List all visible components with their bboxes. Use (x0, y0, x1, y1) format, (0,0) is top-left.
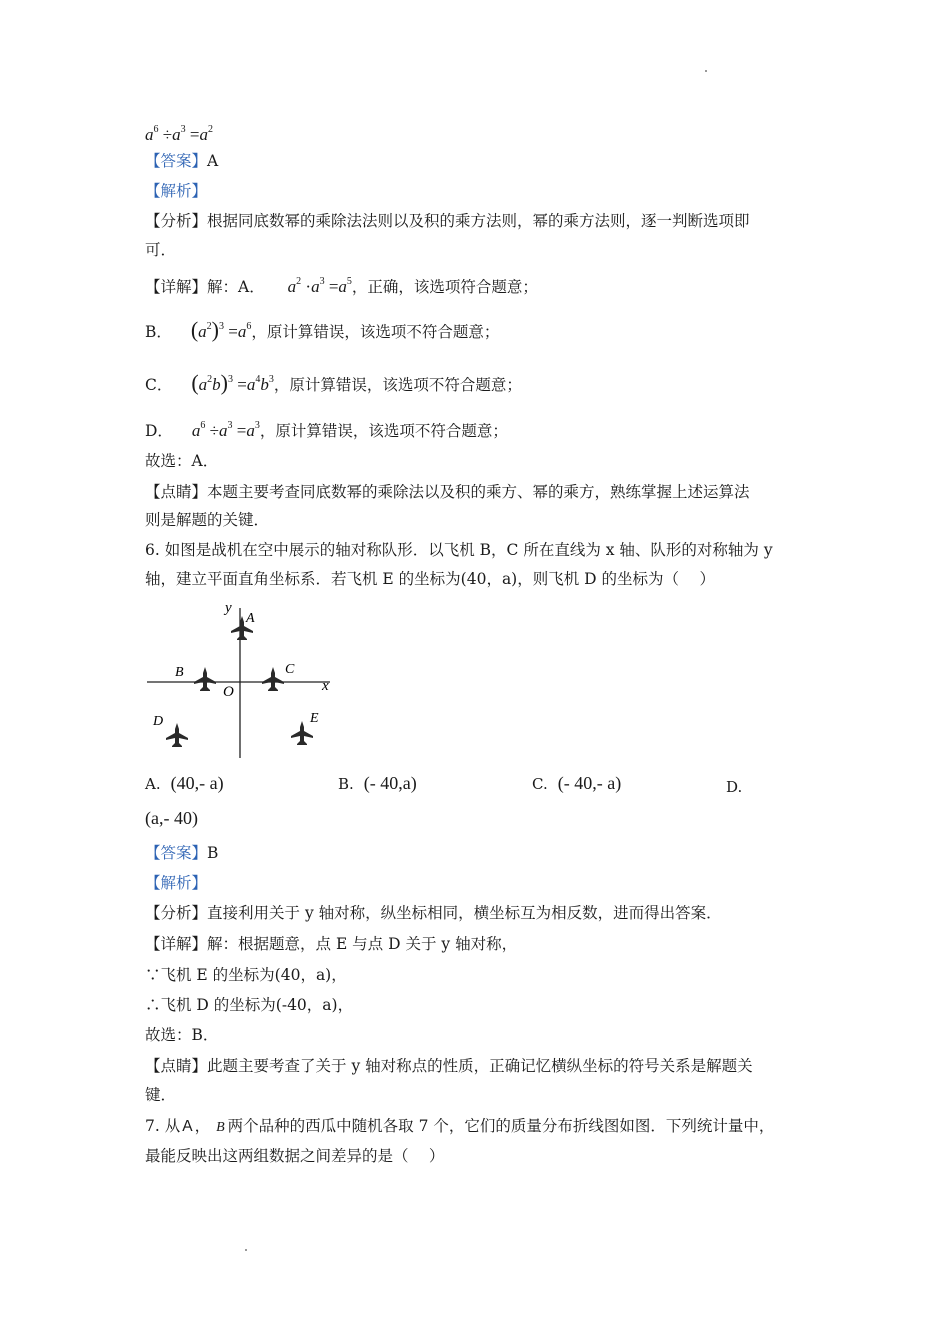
q5-fenxi-line1: 【分析】根据同底数幂的乘除法法则以及积的乘方法则，幂的乘方法则，逐一判断选项即 (145, 212, 750, 230)
q5-fenxi-line2: 可． (145, 241, 177, 259)
plane-C-label: C (285, 662, 295, 677)
q6-answer (145, 843, 218, 863)
plane-A-label: A (246, 611, 255, 626)
q5-detail-B: B． $(a^2)^3 =a^6$，原计算错误，该选项不符合题意； (145, 317, 500, 342)
scan-speck (245, 1249, 247, 1251)
q7-stem-line1: 7. 从 A ， B 两个品种的西瓜中随机各取 7 个，它们的质量分布折线图如图．下列统计量中， (145, 1117, 775, 1135)
q6-option-D-label: D. (726, 778, 743, 796)
plane-C-icon (262, 667, 284, 691)
q5-analysis-tag: 【解析】 (145, 182, 208, 200)
scan-speck (705, 70, 707, 72)
q5-choice: 故选：A． (145, 452, 219, 470)
q6-since: ∵飞机 E 的坐标为(40，a)， (145, 966, 347, 984)
plane-B-label: B (175, 665, 184, 680)
q5-dianjing-line1: 【点睛】本题主要考查同底数幂的乘除法以及积的乘方、幂的乘方，熟练掌握上述运算法 (145, 483, 750, 501)
q5-detail-C: C． $(a^2b)^3 =a^4b^3$，原计算错误，该选项不符合题意； (145, 370, 522, 395)
q6-hence: ∴飞机 D 的坐标为(-40，a)， (145, 996, 354, 1014)
plane-E-label: E (310, 711, 319, 726)
q7-stem-line2: 最能反映出这两组数据之间差异的是（ ） (145, 1147, 445, 1165)
q6-option-C: C. (- 40,- a) (532, 773, 622, 793)
y-axis-label: y (225, 600, 232, 616)
q5-detail-A: 【详解】解：A． $a^2 \cdot a^3 =a^5$，正确，该选项符合题意； (145, 276, 538, 296)
answer-value: B (207, 844, 219, 862)
top-expression: $a^6 \div a^3 =a^2$ (145, 124, 213, 144)
q6-analysis-tag: 【解析】 (145, 874, 208, 892)
q6-choice: 故选：B． (145, 1026, 219, 1044)
formation-figure (145, 598, 340, 763)
q6-fenxi: 【分析】直接利用关于 y 轴对称，纵坐标相同，横坐标互为相反数，进而得出答案． (145, 904, 722, 922)
q6-stem-line2: 轴，建立平面直角坐标系．若飞机 E 的坐标为(40，a)，则飞机 D 的坐标为（ ） (145, 570, 715, 588)
q6-detail: 【详解】解：根据题意，点 E 与点 D 关于 y 轴对称， (145, 935, 518, 953)
origin-label: O (223, 684, 234, 700)
q6-dianjing-line2: 键． (145, 1086, 177, 1104)
answer-tag: 【答案】 (145, 844, 208, 862)
answer-value: A (207, 152, 219, 170)
q5-answer (145, 151, 218, 171)
q6-dianjing-line1: 【点睛】此题主要考查了关于 y 轴对称点的性质，正确记忆横纵坐标的符号关系是解题关 (145, 1057, 753, 1075)
plane-B-icon (194, 667, 216, 691)
x-axis-label: x (322, 678, 329, 694)
answer-tag: 【答案】 (145, 152, 208, 170)
q6-stem-line1: 6. 如图是战机在空中展示的轴对称队形．以飞机 B，C 所在直线为 x 轴、队形的对称轴为 y (145, 541, 773, 559)
plane-D-label: D (153, 714, 164, 729)
q6-option-D-value: (a,- 40) (145, 808, 198, 828)
plane-D-icon (166, 723, 188, 747)
q6-option-B: B. (- 40,a) (338, 773, 417, 793)
q6-option-A: A. (40,- a) (145, 773, 224, 793)
q5-detail-D: D． $a^6 \div a^3 =a^3$，原计算错误，该选项不符合题意； (145, 420, 508, 440)
q5-dianjing-line2: 则是解题的关键． (145, 511, 270, 529)
